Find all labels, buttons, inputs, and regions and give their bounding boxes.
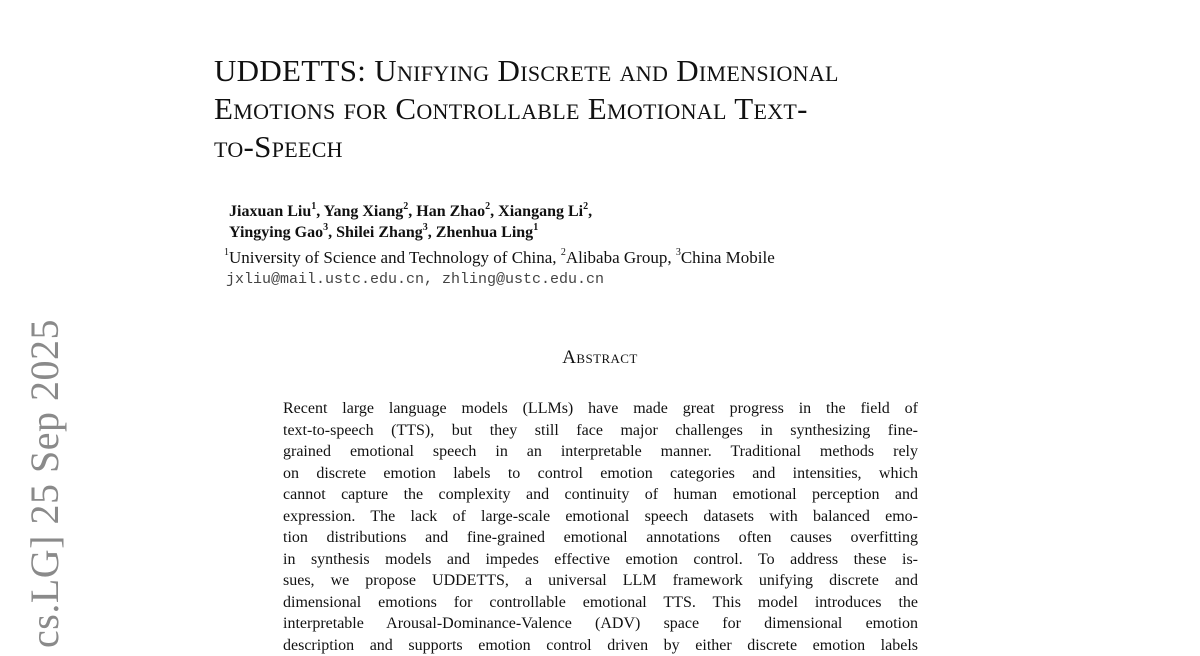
author-affil-sup: 2 [583,201,588,212]
abstract-line: in synthesis models and impedes effective emotion control. To address these is- [283,549,918,571]
author-name: Jiaxuan Liu [229,203,311,220]
author-separator: , [316,203,323,220]
author-separator: , [408,203,416,220]
abstract-line: tion distributions and fine-grained emotional annotations often causes overfitting [283,527,918,549]
author-separator: , [428,224,436,241]
author-affil-sup: 1 [533,222,538,233]
abstract-line: cannot capture the complexity and continuity of human emotional perception and [283,484,918,506]
abstract-line: on discrete emotion labels to control emotion categories and intensities, which [283,463,918,485]
affil-sup: 3 [676,247,681,258]
abstract-line: grained emotional speech in an interpretable manner. Traditional methods rely [283,441,918,463]
author-affil-sup: 2 [485,201,490,212]
author-list [229,201,592,243]
author-affil-sup: 2 [403,201,408,212]
affiliation-text: China Mobile [681,248,775,267]
author-row-2 [229,222,592,243]
affil-sup: 1 [224,247,229,258]
author-row-1 [229,201,592,222]
abstract-line: description and supports emotion control driven by either discrete emotion labels [283,635,918,656]
author-separator: , [588,203,592,220]
author-separator: , [490,203,498,220]
abstract-line: dimensional emotions for controllable emotional TTS. This model introduces the [283,592,918,614]
abstract-line: text-to-speech (TTS), but they still face major challenges in synthesizing fine- [283,420,918,442]
title-line-3: to-Speech [214,128,1004,166]
author-affil-sup: 3 [323,222,328,233]
abstract-body [283,398,918,656]
author-name: Yingying Gao [229,224,323,241]
author-affil-sup: 1 [311,201,316,212]
abstract-line: sues, we propose UDDETTS, a universal LLM framework unifying discrete and [283,570,918,592]
title-line-2: Emotions for Controllable Emotional Text- [214,90,1004,128]
author-name: Han Zhao [416,203,485,220]
author-name: Xiangang Li [498,203,583,220]
affiliation-text: University of Science and Technology of China, [229,248,561,267]
affiliation-line [224,247,775,268]
affil-sup: 2 [561,247,566,258]
affiliation-text: Alibaba Group, [566,248,676,267]
author-separator: , [328,224,336,241]
abstract-line: interpretable Arousal-Dominance-Valence (ADV) space for dimensional emotion [283,613,918,635]
abstract-line: Recent large language models (LLMs) have made great progress in the field of [283,398,918,420]
author-name: Shilei Zhang [336,224,423,241]
title-line-1: UDDETTS: Unifying Discrete and Dimensional [214,52,1004,90]
abstract-line: expression. The lack of large-scale emotional speech datasets with balanced emo- [283,506,918,528]
author-name: Yang Xiang [324,203,404,220]
author-affil-sup: 3 [423,222,428,233]
author-emails: jxliu@mail.ustc.edu.cn, zhling@ustc.edu.cn [226,270,604,290]
arxiv-id-stamp: cs.LG] 25 Sep 2025 [22,319,68,648]
author-name: Zhenhua Ling [436,224,533,241]
abstract-heading: Abstract [0,346,1200,370]
paper-title [214,52,1004,166]
